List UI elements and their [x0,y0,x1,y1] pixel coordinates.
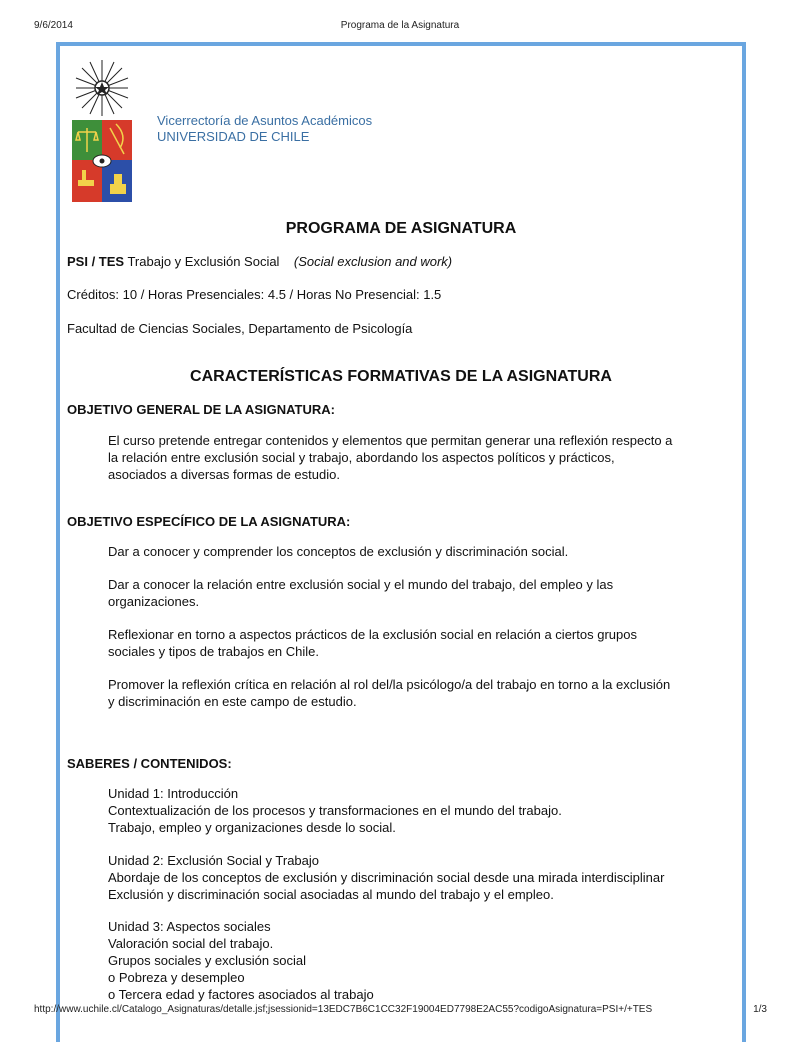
unit-line: Valoración social del trabajo. [108,936,274,951]
specific-objective-line: Dar a conocer la relación entre exclusión social y el mundo del trabajo, del empleo y las [108,577,614,592]
unit-line: o Pobreza y desempleo [108,970,245,985]
characteristics-title: CARACTERÍSTICAS FORMATIVAS DE LA ASIGNATURA [190,368,612,385]
specific-objective-line: y discriminación en este campo de estudio. [108,694,357,709]
unit-line: Contextualización de los procesos y transformaciones en el mundo del trabajo. [108,803,562,818]
unit-line: Trabajo, empleo y organizaciones desde lo social. [108,820,396,835]
unit-line: Grupos sociales y exclusión social [108,953,306,968]
specific-objective-item [108,576,708,610]
specific-objective-line: organizaciones. [108,594,200,609]
print-date: 9/6/2014 [34,20,73,31]
course-credits: Créditos: 10 / Horas Presenciales: 4.5 / Horas No Presencial: 1.5 [67,287,442,302]
specific-objective-heading: OBJETIVO ESPECÍFICO DE LA ASIGNATURA: [67,514,351,529]
course-name: Trabajo y Exclusión Social [127,254,280,269]
unit-title: Unidad 2: Exclusión Social y Trabajo [108,853,320,868]
specific-objective-line: Promover la reflexión crítica en relación al rol del/la psicólogo/a del trabajo en torno a la exclusión [108,677,671,692]
general-objective-heading: OBJETIVO GENERAL DE LA ASIGNATURA: [67,402,335,417]
unit-title: Unidad 3: Aspectos sociales [108,919,271,934]
general-objective-line: la relación entre exclusión social y trabajo, abordando los aspectos políticos y prácticos, [108,450,615,465]
course-title-line [67,254,452,269]
vice-rectory-name: Vicerrectoría de Asuntos Académicos [157,113,373,128]
unit-title: Unidad 1: Introducción [108,786,239,801]
specific-objective-line: Reflexionar en torno a aspectos prácticos de la exclusión social en relación a ciertos grupos [108,627,637,642]
unit-line: Exclusión y discriminación social asociadas al mundo del trabajo y el empleo. [108,887,554,902]
university-name: UNIVERSIDAD DE CHILE [157,129,310,144]
program-title: PROGRAMA DE ASIGNATURA [285,220,517,237]
contents-unit [108,785,708,836]
course-code: PSI / TES [67,254,125,269]
contents-unit [108,918,708,1003]
contents-heading: SABERES / CONTENIDOS: [67,756,232,771]
institution-block [157,113,372,145]
general-objective-text [108,432,708,483]
print-url: http://www.uchile.cl/Catalogo_Asignaturas/detalle.jsf;jsessionid=13EDC7B6C1CC32F19004ED7798E2AC55?codigoAsignatura=PSI+/+TES [34,1004,653,1015]
specific-objective-item [108,676,708,710]
course-faculty: Facultad de Ciencias Sociales, Departamento de Psicología [67,321,413,336]
unit-line: Abordaje de los conceptos de exclusión y discriminación social desde una mirada interdisciplinar [108,870,665,885]
print-title: Programa de la Asignatura [340,20,460,31]
specific-objective-line: sociales y tipos de trabajos en Chile. [108,644,320,659]
general-objective-line: El curso pretende entregar contenidos y elementos que permitan generar una reflexión respecto a [108,433,673,448]
print-page-number: 1/3 [753,1004,767,1015]
print-header [0,20,800,34]
unit-line: o Tercera edad y factores asociados al trabajo [108,987,374,1002]
print-footer [0,1004,800,1018]
general-objective-line: asociados a diversas formas de estudio. [108,467,340,482]
specific-objective-item [108,626,708,660]
contents-unit [108,852,708,903]
course-english-name: (Social exclusion and work) [293,254,453,269]
specific-objective-line: Dar a conocer y comprender los conceptos de exclusión y discriminación social. [108,544,569,559]
page-frame [56,42,746,1042]
specific-objective-item [108,543,708,560]
university-crest-logo [70,58,134,204]
